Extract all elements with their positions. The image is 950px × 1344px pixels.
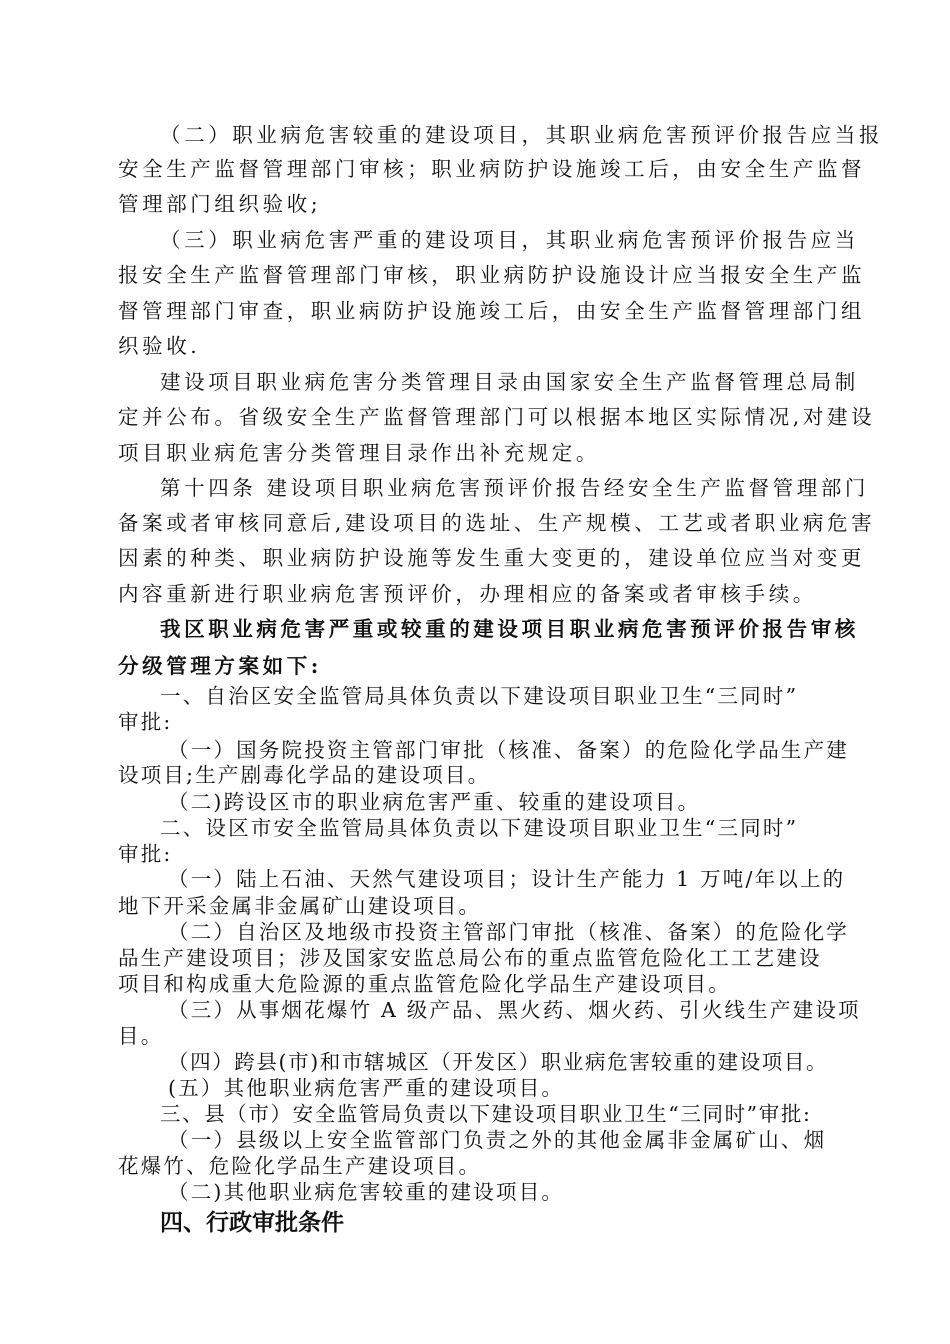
- paragraph-line: 安全生产监督管理部门审核；职业病防护设施竣工后，由安全生产监督: [118, 157, 866, 181]
- paragraph-line: 因素的种类、职业病防护设施等发生重大变更的，建设单位应当对变更: [118, 546, 866, 570]
- paragraph-line: （二）自治区及地级市投资主管部门审批（核准、备案）的危险化学: [168, 920, 849, 944]
- paragraph-line: 建设项目职业病危害分类管理目录由国家安全生产监督管理总局制: [160, 370, 859, 394]
- paragraph-line: （三）职业病危害严重的建设项目，其职业病危害预评价报告应当: [160, 228, 859, 252]
- paragraph-line: （一）陆上石油、天然气建设项目；设计生产能力 1 万吨/年以上的: [168, 867, 846, 891]
- paragraph-line: （四）跨县(市)和市辖城区（开发区）职业病危害较重的建设项目。: [168, 1050, 829, 1074]
- paragraph-line: 第十四条 建设项目职业病危害预评价报告经安全生产监督管理部门: [160, 476, 870, 500]
- paragraph-line: 备案或者审核同意后,建设项目的选址、生产规模、工艺或者职业病危害: [118, 511, 876, 535]
- paragraph-line: 管理部门组织验收;: [118, 192, 322, 216]
- paragraph-line: 目。: [118, 1024, 164, 1048]
- paragraph-line: 内容重新进行职业病危害预评价，办理相应的备案或者审核手续。: [118, 582, 817, 606]
- paragraph-line: （二)其他职业病危害较重的建设项目。: [168, 1180, 565, 1204]
- paragraph-line: 三、县（市）安全监管局负责以下建设项目职业卫生“三同时”审批:: [160, 1102, 812, 1126]
- paragraph-line: （一）县级以上安全监管部门负责之外的其他金属非金属矿山、烟: [168, 1128, 827, 1152]
- section-heading: 四、行政审批条件: [160, 1210, 344, 1236]
- paragraph-line: 定并公布。省级安全生产监督管理部门可以根据本地区实际情况,对建设: [118, 405, 876, 429]
- paragraph-line: 花爆竹、危险化学品生产建设项目。: [118, 1154, 482, 1178]
- paragraph-line: 审批:: [118, 842, 173, 866]
- paragraph-line: 一、自治区安全监管局具体负责以下建设项目职业卫生“三同时”: [160, 684, 799, 708]
- paragraph-line: 督管理部门审查，职业病防护设施竣工后，由安全生产监督管理部门组: [118, 299, 866, 323]
- paragraph-line: 项目职业病危害分类管理目录作出补充规定。: [118, 441, 600, 465]
- paragraph-line: (五）其他职业病危害严重的建设项目。: [168, 1076, 565, 1100]
- paragraph-line: （二)跨设区市的职业病危害严重、较重的建设项目。: [168, 790, 701, 814]
- paragraph-line: 报安全生产监督管理部门审核，职业病防护设施设计应当报安全生产监: [118, 263, 866, 287]
- paragraph-line: 设项目;生产剧毒化学品的建设项目。: [118, 763, 491, 787]
- paragraph-line: 品生产建设项目；涉及国家安监总局公布的重点监管危险化工工艺建设: [118, 946, 822, 970]
- paragraph-line: 二、设区市安全监管局具体负责以下建设项目职业卫生“三同时”: [160, 816, 799, 840]
- paragraph-line: （一）国务院投资主管部门审批（核准、备案）的危险化学品生产建: [168, 738, 849, 762]
- paragraph-line: 项目和构成重大危险源的重点监管危险化学品生产建设项目。: [118, 972, 731, 996]
- section-heading: 分级管理方案如下:: [118, 654, 322, 678]
- paragraph-line: 地下开采金属非金属矿山建设项目。: [118, 894, 482, 918]
- paragraph-line: 织验收.: [118, 334, 201, 358]
- section-heading: 我区职业病危害严重或较重的建设项目职业病危害预评价报告审核: [160, 617, 859, 641]
- paragraph-line: （三）从事烟花爆竹 A 级产品、黑火药、烟火药、引火线生产建设项: [168, 998, 861, 1022]
- paragraph-line: （二）职业病危害较重的建设项目，其职业病危害预评价报告应当报: [160, 123, 883, 147]
- paragraph-line: 审批:: [118, 710, 173, 734]
